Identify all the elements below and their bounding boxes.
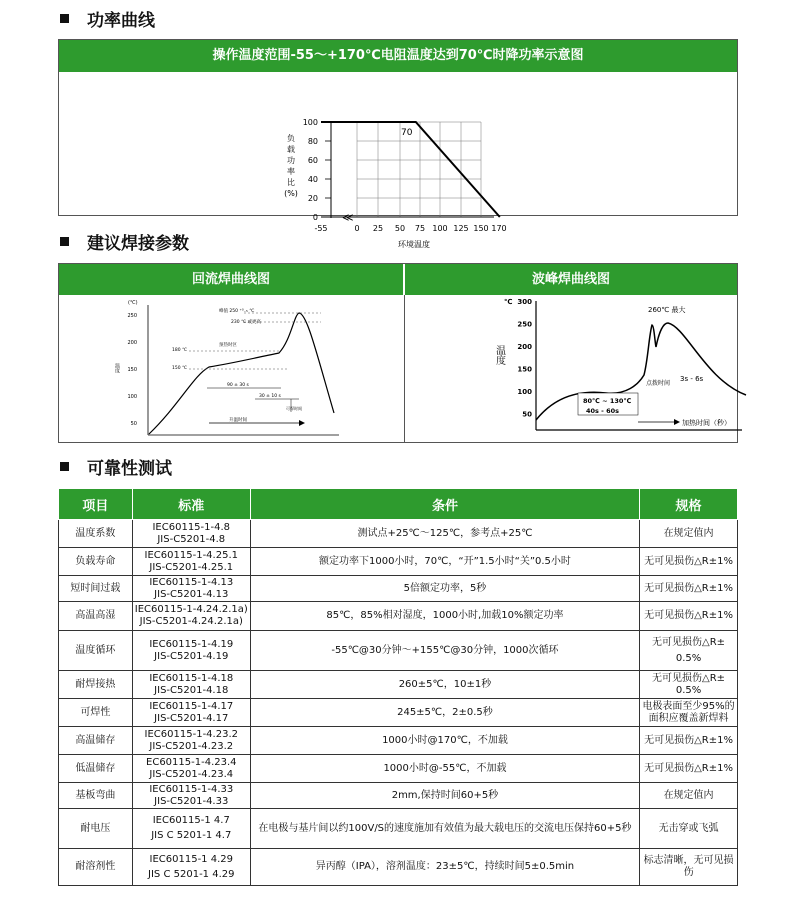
cell-item: 温度系数	[59, 520, 133, 548]
spec-line: 标志清晰，无可见损	[643, 855, 734, 866]
standard-line: JIS-C5201-4.13	[154, 588, 229, 600]
wave-y-tick: 300	[517, 298, 532, 306]
spec-line: 在规定值内	[663, 527, 714, 539]
table-header-row	[59, 489, 738, 520]
table-row	[59, 576, 738, 602]
standard-line: IEC60115-1-4.24.2.1a)	[134, 604, 248, 615]
spec-line: 无可见损伤△R±	[652, 636, 726, 648]
cell-item: 耐焊接热	[59, 671, 133, 699]
cell-spec	[640, 631, 738, 671]
section-title-reliability	[60, 454, 172, 479]
reflow-y-unit: (℃)	[128, 300, 138, 306]
y-label-char: (%)	[284, 189, 298, 198]
reflow-180-label: 180 ℃	[172, 348, 188, 353]
standard-line: JIS C 5201-1 4.29	[148, 868, 235, 880]
spec-line: 在规定值内	[663, 789, 714, 801]
cell-item: 高温高湿	[59, 602, 133, 631]
standard-line: EC60115-1-4.23.4	[146, 756, 237, 768]
reflow-y-ticks	[127, 313, 137, 427]
wave-y-tick: 100	[517, 388, 532, 396]
cell-item: 温度循环	[59, 631, 133, 671]
cell-condition: 1000小时@170℃，不加载	[250, 727, 639, 755]
reflow-90s-label: 90 ± 30 s	[227, 383, 249, 388]
cell-spec	[640, 783, 738, 809]
cell-condition: 1000小时@-55℃，不加载	[250, 755, 639, 783]
y-label-char: 功	[287, 156, 295, 165]
cell-standard	[132, 602, 250, 631]
x-tick-label: 50	[394, 224, 406, 233]
cell-condition: 异丙醇（IPA），溶剂温度：23±5℃，持续时间5±0.5min	[250, 849, 639, 886]
standard-line: JIS-C5201-4.25.1	[149, 561, 234, 573]
bullet-square-icon	[60, 14, 69, 23]
wave-preheat1-label: 80℃ ~ 130℃	[583, 397, 632, 405]
wave-y-label: 温度	[493, 345, 505, 365]
power-curve-header: 操作温度范围-55～+170℃电阻温度达到70℃时降功率示意图	[59, 40, 737, 72]
table-row	[59, 783, 738, 809]
cell-item: 可焊性	[59, 699, 133, 727]
standard-line: IEC60115-1-4.25.1	[144, 549, 238, 561]
standard-line: IEC60115-1 4.29	[149, 853, 233, 865]
reflow-y-label: 温度	[114, 363, 120, 373]
standard-line: IEC60115-1-4.18	[149, 672, 234, 684]
y-label-char: 比	[287, 178, 295, 187]
axis-break-icon: ≪	[342, 211, 354, 224]
spec-line: 0.5%	[675, 652, 702, 664]
standard-line: JIS-C5201-4.19	[154, 650, 229, 662]
x-tick-label: 125	[453, 224, 469, 233]
y-tick-label: 100	[302, 118, 318, 127]
reflow-header: 回流焊曲线图	[59, 264, 405, 295]
y-tick-label: 40	[307, 175, 318, 184]
cell-item: 短时间过载	[59, 576, 133, 602]
standard-line: JIS-C5201-4.33	[154, 795, 229, 807]
table-row	[59, 809, 738, 849]
bullet-square-icon	[60, 462, 69, 471]
wave-y-tick: 200	[517, 343, 532, 351]
wave-peak-label: 260℃ 最大	[648, 306, 686, 314]
cell-standard	[132, 727, 250, 755]
cell-condition: -55℃@30分钟～+155℃@30分钟，1000次循环	[250, 631, 639, 671]
cell-condition: 2mm,保持时间60+5秒	[250, 783, 639, 809]
reflow-side-label: 可焊时间	[286, 406, 302, 411]
section-title-welding	[60, 229, 189, 254]
cell-spec	[640, 755, 738, 783]
spec-line: 电极表面至少95%的	[642, 700, 735, 712]
y-label-char: 载	[287, 145, 295, 154]
reflow-time-label: 升温时间	[229, 418, 247, 423]
table-row	[59, 671, 738, 699]
welding-panel	[58, 263, 738, 443]
spec-line: 无可见损伤△R±1%	[644, 610, 733, 621]
x-tick-label: -55	[314, 224, 328, 233]
cell-spec	[640, 520, 738, 548]
standard-line: IEC60115-1 4.7	[152, 815, 230, 826]
y-axis-label	[284, 133, 298, 198]
reflow-chart	[59, 295, 403, 443]
y-tick-label: 80	[307, 137, 318, 146]
spec-line: 无可见损伤△R±1%	[644, 734, 733, 746]
wave-y-tick: 150	[517, 365, 532, 374]
spec-line: 无可见损伤△R±	[652, 672, 726, 684]
reflow-30s-label: 30 ± 10 s	[259, 394, 281, 399]
section-title-text: 建议焊接参数	[87, 234, 189, 254]
reflow-150-label: 150 ℃	[172, 366, 188, 371]
cell-spec	[640, 699, 738, 727]
standard-line: JIS-C5201-4.23.2	[149, 740, 234, 752]
wave-preheat2-label: 40s - 60s	[586, 407, 620, 415]
standard-line: JIS-C5201-4.23.4	[149, 768, 234, 780]
cell-item: 低温储存	[59, 755, 133, 783]
cell-spec	[640, 548, 738, 576]
cell-item: 耐溶剂性	[59, 849, 133, 886]
header-spec: 规格	[640, 489, 738, 520]
wave-profile-curve	[536, 323, 746, 420]
x-tick-label: 100	[432, 224, 448, 233]
standard-line: IEC60115-1-4.17	[149, 700, 234, 712]
cell-standard	[132, 520, 250, 548]
cell-condition: 85℃，85%相对湿度，1000小时,加载10%额定功率	[250, 602, 639, 631]
standard-line: JIS-C5201-4.24.2.1a)	[139, 616, 243, 627]
spec-line: 无可见损伤△R±1%	[644, 555, 733, 567]
spec-line: 面积应覆盖新焊料	[648, 712, 729, 724]
cell-condition: 260±5℃，10±1秒	[250, 671, 639, 699]
cell-item: 基板弯曲	[59, 783, 133, 809]
x-tick-label: 25	[372, 224, 384, 233]
standard-line: IEC60115-1-4.33	[149, 783, 234, 795]
wave-chart	[406, 295, 738, 443]
header-standard: 标准	[132, 489, 250, 520]
knee-annotation: 70	[401, 128, 413, 138]
section-title-text: 功率曲线	[87, 11, 155, 31]
reflow-230-label: 230 ℃ 或更高	[231, 320, 262, 325]
reflow-profile-curve	[149, 313, 334, 434]
cell-standard	[132, 783, 250, 809]
bullet-square-icon	[60, 237, 69, 246]
spec-line: 无击穿或飞弧	[658, 822, 719, 834]
wave-y-ticks	[517, 298, 532, 419]
y-tick-label: 0	[312, 213, 318, 222]
header-condition: 条件	[250, 489, 639, 520]
table-row	[59, 520, 738, 548]
wave-y-tick: 50	[522, 410, 532, 419]
reflow-y-tick: 100	[127, 394, 137, 400]
cell-item: 高温储存	[59, 727, 133, 755]
reflow-y-tick: 200	[127, 340, 137, 346]
cell-standard	[132, 576, 250, 602]
cell-spec	[640, 671, 738, 699]
heat-arrow-head-icon	[674, 419, 680, 425]
standard-line: IEC60115-1-4.19	[149, 638, 234, 650]
reflow-peak-label: 峰值 250 ⁺⁰₋₅ ℃	[219, 309, 255, 314]
standard-line: JIS-C5201-4.17	[154, 712, 229, 724]
wave-y-unit: ℃	[504, 298, 513, 306]
x-axis-label: 环境温度	[398, 240, 430, 249]
cell-standard	[132, 809, 250, 849]
wave-dip-label: 点拨时间	[646, 380, 671, 387]
y-tick-label: 20	[307, 194, 318, 203]
standard-line: IEC60115-1-4.13	[149, 576, 234, 588]
panel-divider	[404, 295, 405, 443]
table-row	[59, 631, 738, 671]
spec-line: 0.5%	[675, 684, 702, 696]
standard-line: IEC60115-1-4.23.2	[144, 728, 238, 740]
header-item: 项目	[59, 489, 133, 520]
spec-line: 伤	[683, 867, 694, 878]
reliability-table	[58, 488, 738, 886]
table-row	[59, 602, 738, 631]
cell-item: 负载寿命	[59, 548, 133, 576]
x-tick-label: 0	[354, 224, 360, 233]
reflow-y-tick: 250	[127, 313, 137, 319]
cell-standard	[132, 699, 250, 727]
spec-line: 无可见损伤△R±1%	[644, 582, 733, 594]
table-row	[59, 755, 738, 783]
wave-36-label: 3s - 6s	[680, 375, 704, 383]
cell-spec	[640, 576, 738, 602]
standard-line: IEC60115-1-4.8	[152, 521, 231, 533]
y-label-char: 负	[287, 134, 295, 143]
cell-spec	[640, 602, 738, 631]
spec-line: 无可见损伤△R±1%	[644, 762, 733, 774]
cell-spec	[640, 727, 738, 755]
y-label-char: 率	[287, 167, 295, 176]
table-row	[59, 699, 738, 727]
standard-line: JIS C 5201-1 4.7	[151, 830, 232, 841]
reflow-y-tick: 150	[127, 367, 137, 373]
cell-condition: 245±5℃，2±0.5秒	[250, 699, 639, 727]
section-title-text: 可靠性测试	[87, 459, 172, 479]
time-arrow-head-icon	[299, 420, 305, 426]
section-title-power-curve	[60, 6, 155, 31]
cell-standard	[132, 548, 250, 576]
cell-condition: 额定功率下1000小时，70℃，“开”1.5小时“关”0.5小时	[250, 548, 639, 576]
cell-spec	[640, 849, 738, 886]
cell-item: 耐电压	[59, 809, 133, 849]
cell-condition: 测试点+25℃～125℃，参考点+25℃	[250, 520, 639, 548]
table-row	[59, 727, 738, 755]
wave-time-label: 加热时间（秒）	[682, 419, 731, 427]
cell-condition: 在电极与基片间以约100V/S的速度施加有效值为最大载电压的交流电压保持60+5秒	[250, 809, 639, 849]
cell-condition: 5倍额定功率，5秒	[250, 576, 639, 602]
cell-standard	[132, 755, 250, 783]
x-tick-label: 170	[491, 224, 507, 233]
y-tick-label: 60	[307, 156, 318, 165]
cell-standard	[132, 671, 250, 699]
reflow-preheat-label: 预热时区	[219, 343, 237, 348]
cell-spec	[640, 809, 738, 849]
cell-standard	[132, 849, 250, 886]
wave-y-tick: 250	[517, 320, 532, 329]
cell-standard	[132, 631, 250, 671]
table-row	[59, 849, 738, 886]
x-tick-label: 150	[473, 224, 489, 233]
table-row	[59, 548, 738, 576]
x-tick-label: 75	[414, 224, 426, 233]
standard-line: JIS-C5201-4.8	[157, 533, 226, 545]
wave-header: 波峰焊曲线图	[405, 264, 737, 295]
reflow-y-tick: 50	[130, 421, 137, 427]
standard-line: JIS-C5201-4.18	[154, 684, 229, 696]
